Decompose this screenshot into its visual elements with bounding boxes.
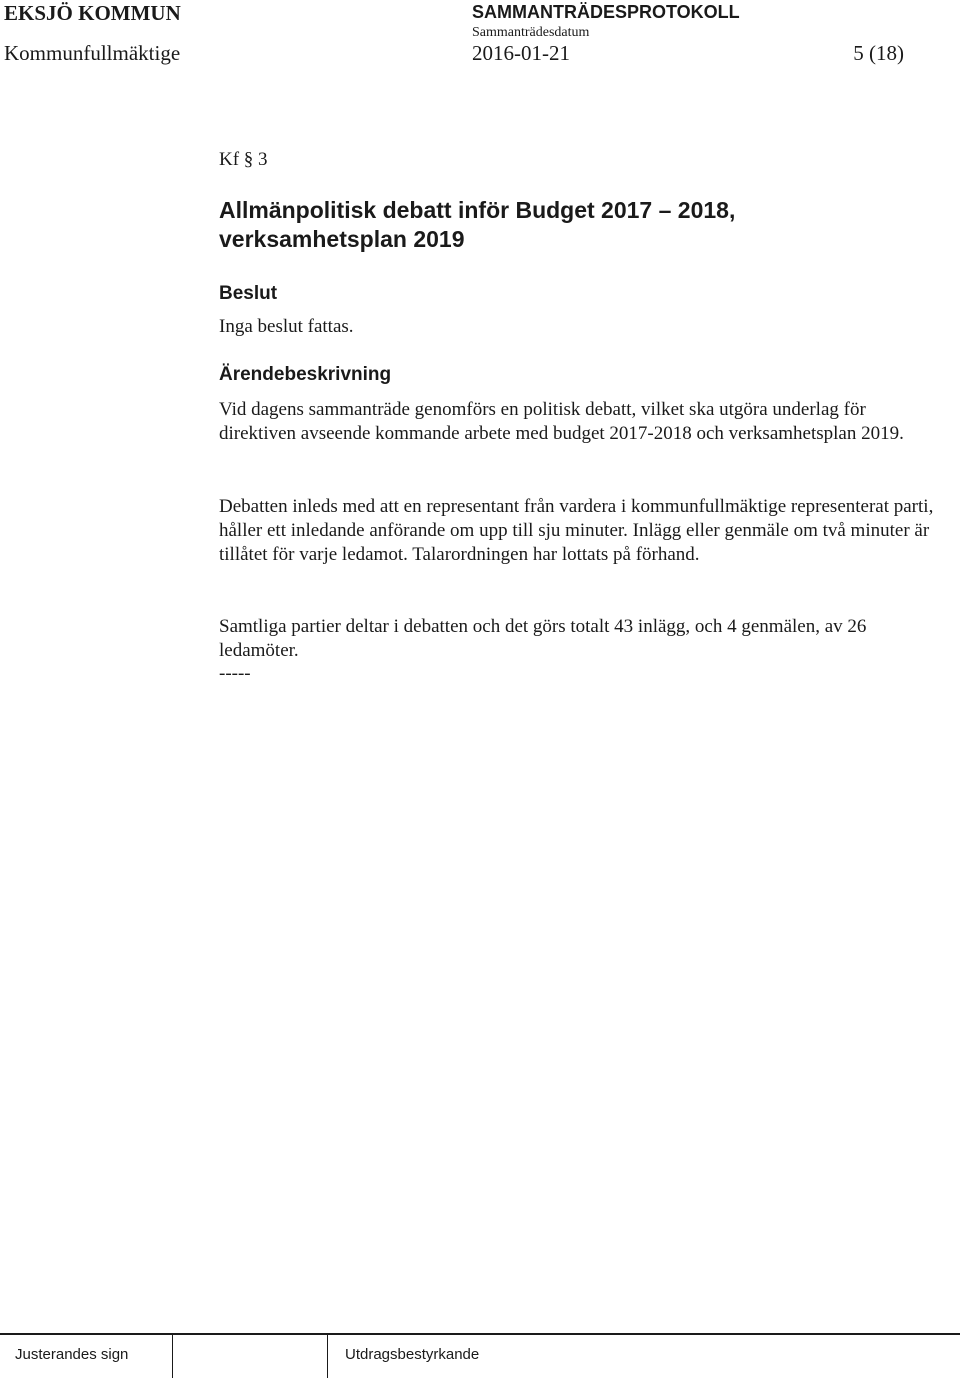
page-footer [0,1333,960,1380]
meeting-date: 2016-01-21 [472,41,570,65]
footer-rule [0,1333,960,1335]
description-paragraph: Vid dagens sammanträde genomförs en politisk debatt, vilket ska utgöra underlag för direktiven avseende kommande arbete med budget 2017-2018 och verksamhetsplan 2019. [219,399,904,444]
footer-divider [327,1333,328,1378]
decision-text: Inga beslut fattas. [219,316,354,337]
case-description-heading: Ärendebeskrivning [219,364,392,385]
item-title: Allmänpolitisk debatt inför Budget 2017 – 2018, verksamhetsplan 2019 [219,197,736,252]
organization-name: EKSJÖ KOMMUN [4,1,181,25]
governing-body-name: Kommunfullmäktige [4,41,181,65]
end-separator: ----- [219,663,251,684]
description-paragraph: Debatten inleds med att en representant från vardera i kommunfullmäktige representerat parti, håller ett inledande anförande om upp till sju minuter. Inlägg eller genmäle om två minuter är tillåtet för varje ledamot. Talarordningen har lottats på förhand. [219,496,934,565]
decision-heading: Beslut [219,283,278,304]
adjuster-signature-label: Justerandes sign [15,1346,129,1363]
description-paragraph: Samtliga partier deltar i debatten och det görs totalt 43 inlägg, och 4 genmälen, av 26 ledamöter. [219,616,867,661]
paragraph-number: Kf § 3 [219,149,268,170]
page-number: 5 (18) [853,41,904,65]
meeting-date-label: Sammanträdesdatum [472,25,590,40]
extract-certification-label: Utdragsbestyrkande [345,1346,480,1363]
footer-divider [172,1333,173,1378]
document-type: SAMMANTRÄDESPROTOKOLL [472,2,740,22]
